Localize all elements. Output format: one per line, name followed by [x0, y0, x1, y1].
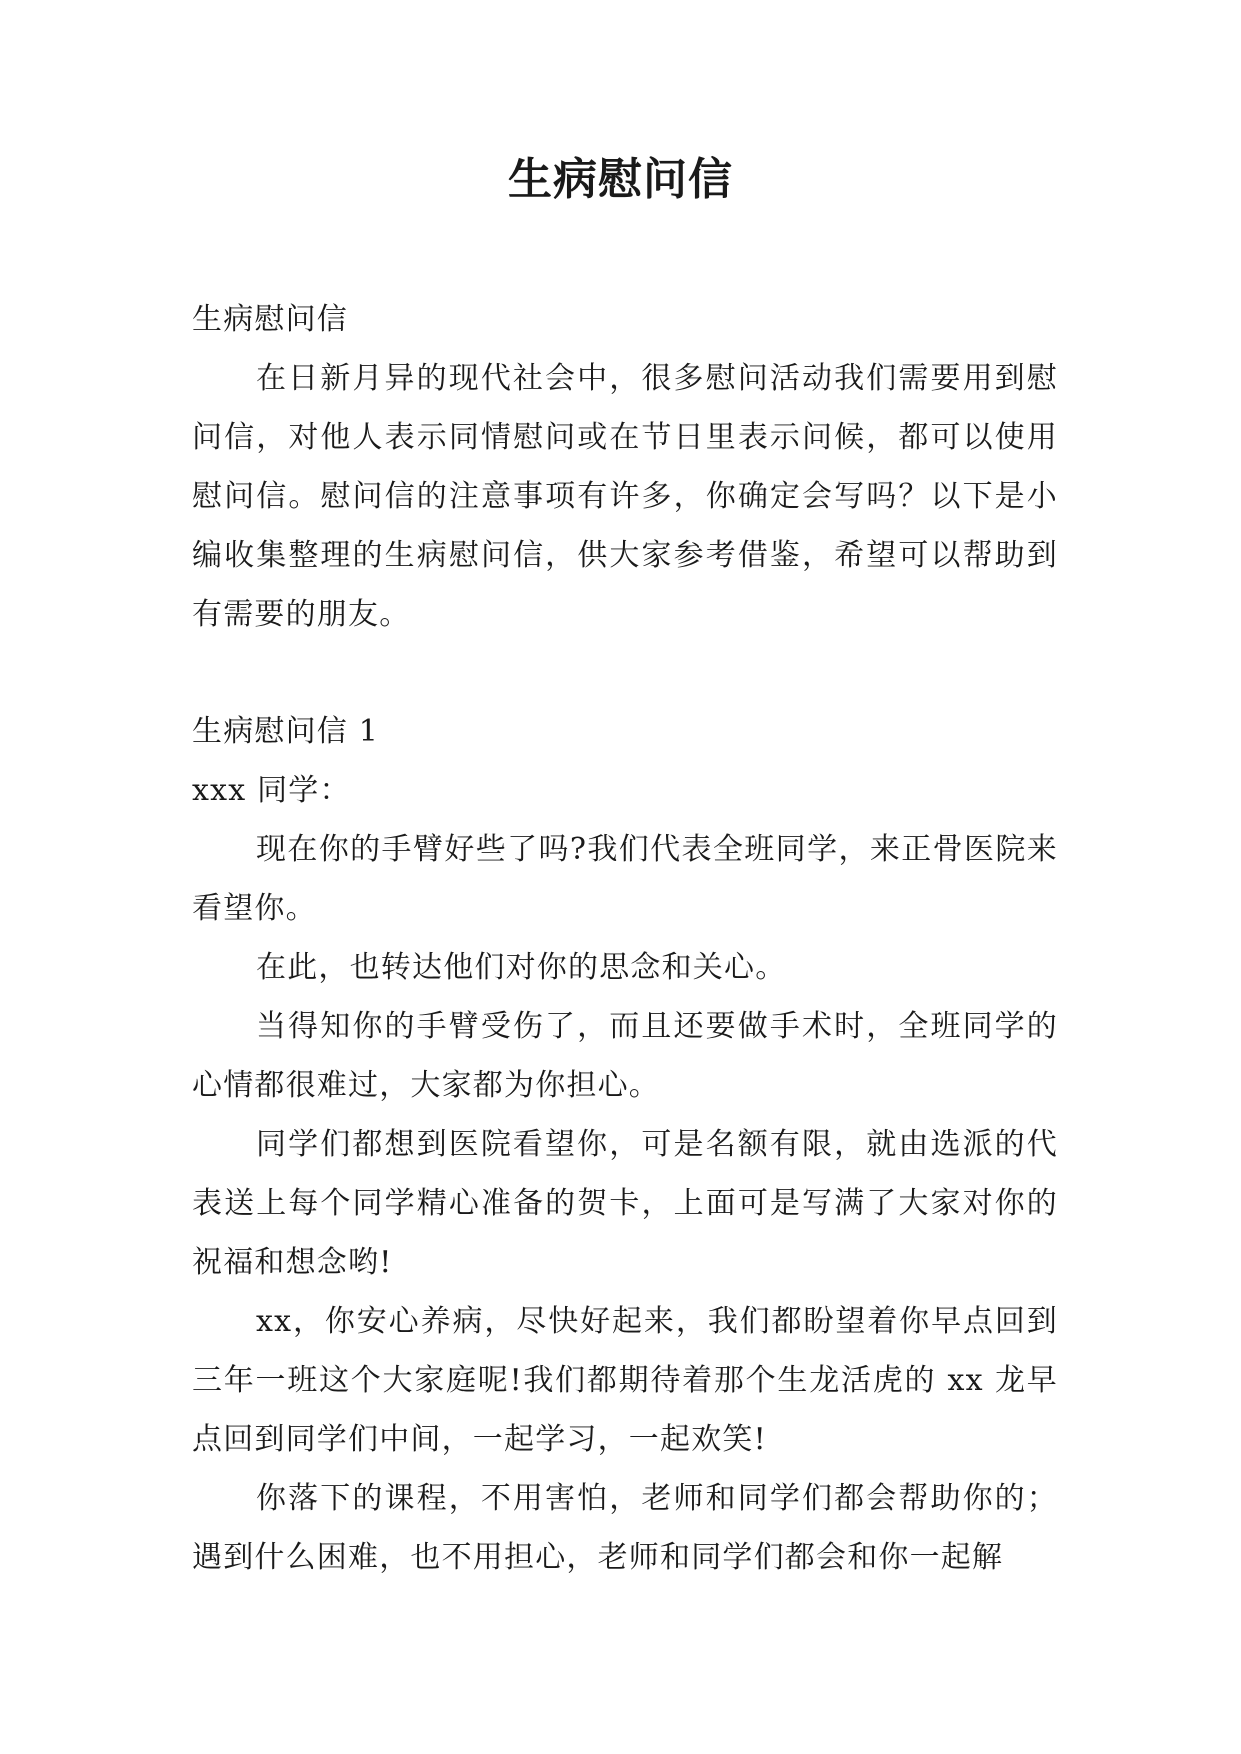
document-body [192, 290, 1058, 1587]
salutation: xxx 同学： [192, 773, 351, 808]
intro-paragraph: 在日新月异的现代社会中，很多慰问活动我们需要用到慰问信，对他人表示同情慰问或在节日里表示问候，都可以使用慰问信。慰问信的注意事项有许多，你确定会写吗？以下是小编收集整理的生病慰问信，供大家参考借鉴，希望可以帮助到有需要的朋友。 [192, 361, 1058, 632]
section-heading: 生病慰问信 1 [192, 714, 380, 749]
section-spacer [192, 644, 1058, 702]
body-paragraph: 现在你的手臂好些了吗?我们代表全班同学，来正骨医院来看望你。 [192, 832, 1058, 926]
subtitle: 生病慰问信 [192, 302, 348, 337]
document-title: 生病慰问信 [508, 154, 733, 205]
body-paragraph: 当得知你的手臂受伤了，而且还要做手术时，全班同学的心情都很难过，大家都为你担心。 [192, 1009, 1058, 1103]
body-paragraph: 同学们都想到医院看望你，可是名额有限，就由选派的代表送上每个同学精心准备的贺卡，上面可是写满了大家对你的祝福和想念哟! [192, 1127, 1058, 1280]
body-paragraph: 在此，也转达他们对你的思念和关心。 [256, 950, 787, 985]
body-paragraph: 你落下的课程，不用害怕，老师和同学们都会帮助你的；遇到什么困难，也不用担心，老师和同学们都会和你一起解 [192, 1481, 1058, 1575]
body-paragraph: xx，你安心养病，尽快好起来，我们都盼望着你早点回到三年一班这个大家庭呢!我们都期待着那个生龙活虎的 xx 龙早点回到同学们中间，一起学习，一起欢笑! [192, 1304, 1058, 1457]
